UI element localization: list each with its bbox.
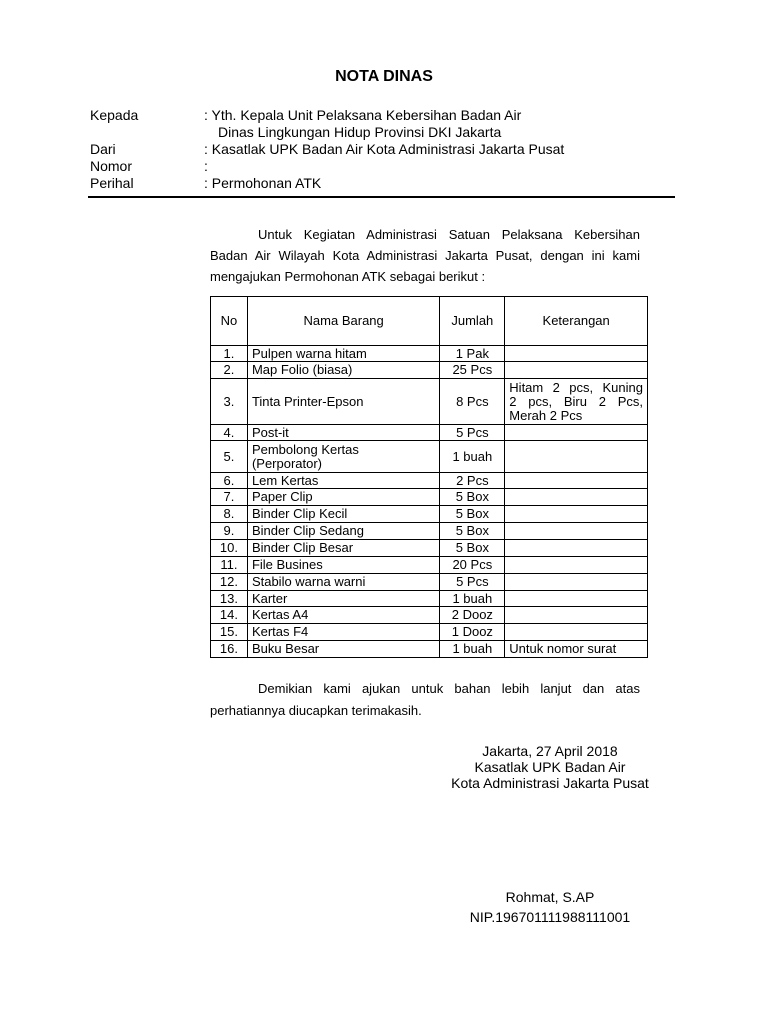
row-keterangan [505,362,648,379]
row-nama: Binder Clip Kecil [247,506,439,523]
row-nama: Binder Clip Sedang [247,523,439,540]
row-jumlah: 1 Pak [440,346,505,362]
row-no: 12. [211,574,248,591]
table-row [211,506,648,523]
row-keterangan [505,425,648,441]
table-row [211,523,648,540]
signer-block [430,887,670,927]
intro-line-1: Untuk Kegiatan Administrasi Satuan Pelaksana Kebersihan [258,227,640,242]
row-keterangan [505,506,648,523]
header-kepada-cont [90,124,650,140]
table-row [211,641,648,658]
row-no: 13. [211,591,248,607]
dari-label: Dari [90,141,116,157]
nomor-value: : [204,158,208,174]
row-jumlah: 20 Pcs [440,557,505,574]
header-no: No [211,297,248,346]
document-title: NOTA DINAS [335,68,433,85]
row-jumlah: 1 buah [440,591,505,607]
row-jumlah: 1 buah [440,641,505,658]
intro-paragraph [210,224,640,287]
row-jumlah: 1 Dooz [440,624,505,641]
row-nama: Paper Clip [247,489,439,506]
header-kepada [90,107,650,123]
table-row [211,441,648,473]
ket-line-1: Hitam 2 pcs, Kuning [509,379,643,395]
header-dari [90,141,650,157]
row-keterangan [505,574,648,591]
row-nama: Tinta Printer-Epson [247,379,439,425]
table-row [211,591,648,607]
row-nama: Pulpen warna hitam [247,346,439,362]
header-nomor [90,158,650,174]
table-row [211,624,648,641]
row-jumlah: 5 Box [440,540,505,557]
row-no: 11. [211,557,248,574]
row-jumlah: 5 Pcs [440,425,505,441]
ket-line-2: 2 pcs, Biru 2 Pcs, [509,393,643,409]
perihal-value: : Permohonan ATK [204,175,322,191]
table-row [211,489,648,506]
row-nama: Buku Besar [247,641,439,658]
row-no: 7. [211,489,248,506]
row-nama: Karter [247,591,439,607]
row-nama [247,441,439,473]
row-no: 8. [211,506,248,523]
row-nama: Stabilo warna warni [247,574,439,591]
signer-nip: NIP.196701111988111001 [469,909,631,925]
row-nama: Binder Clip Besar [247,540,439,557]
table-row [211,346,648,362]
row-keterangan [505,523,648,540]
header-nama-barang: Nama Barang [247,297,439,346]
signer-position-1: Kasatlak UPK Badan Air [474,759,626,775]
row-jumlah: 5 Box [440,523,505,540]
row-nama: File Busines [247,557,439,574]
row-no: 1. [211,346,248,362]
nomor-label: Nomor [90,158,133,174]
table-row [211,379,648,425]
row-nama: Kertas A4 [247,607,439,624]
table-row [211,574,648,591]
table-row [211,557,648,574]
row-nama: Post-it [247,425,439,441]
closing-paragraph [210,678,640,722]
row-keterangan [505,557,648,574]
row-no: 2. [211,362,248,379]
row-keterangan [505,540,648,557]
row-keterangan [505,379,648,425]
items-table [210,296,648,658]
intro-line-3: mengajukan Permohonan ATK sebagai berikut : [210,269,486,284]
table-header-row [211,297,648,346]
row-no: 3. [211,379,248,425]
header-keterangan: Keterangan [505,297,648,346]
nama-line-2: (Perporator) [251,455,323,471]
table-row [211,425,648,441]
row-no: 5. [211,441,248,473]
row-nama: Map Folio (biasa) [247,362,439,379]
row-keterangan: Untuk nomor surat [505,641,648,658]
row-no: 10. [211,540,248,557]
row-jumlah: 2 Dooz [440,607,505,624]
row-nama: Lem Kertas [247,473,439,489]
row-nama: Kertas F4 [247,624,439,641]
row-jumlah: 5 Pcs [440,574,505,591]
row-keterangan [505,346,648,362]
header-perihal [90,175,650,191]
row-keterangan [505,607,648,624]
nama-line-1: Pembolong Kertas [251,441,359,457]
ket-line-3: Merah 2 Pcs [509,407,583,423]
row-jumlah: 2 Pcs [440,473,505,489]
header-jumlah: Jumlah [440,297,505,346]
signer-name: Rohmat, S.AP [505,889,595,905]
kepada-value: : Yth. Kepala Unit Pelaksana Kebersihan Badan Air [204,107,522,123]
table-row [211,473,648,489]
closing-line-2: perhatiannya diucapkan terimakasih. [210,703,422,718]
header-divider [88,196,675,198]
table-row [211,607,648,624]
row-jumlah: 25 Pcs [440,362,505,379]
row-keterangan [505,591,648,607]
signature-block [430,743,670,791]
table-row [211,362,648,379]
row-jumlah: 5 Box [440,489,505,506]
intro-line-2: Badan Air Wilayah Kota Administrasi Jakarta Pusat, dengan ini kami [210,248,640,263]
closing-line-1: Demikian kami ajukan untuk bahan lebih lanjut dan atas [258,681,640,696]
row-no: 14. [211,607,248,624]
row-keterangan [505,473,648,489]
row-jumlah: 5 Box [440,506,505,523]
signer-position-2: Kota Administrasi Jakarta Pusat [451,775,649,791]
row-no: 15. [211,624,248,641]
kepada-label: Kepada [90,107,139,123]
perihal-label: Perihal [90,175,134,191]
row-no: 16. [211,641,248,658]
row-keterangan [505,441,648,473]
row-jumlah: 8 Pcs [440,379,505,425]
row-jumlah: 1 buah [440,441,505,473]
table-row [211,540,648,557]
place-date: Jakarta, 27 April 2018 [482,743,618,759]
row-no: 4. [211,425,248,441]
row-keterangan [505,624,648,641]
kepada-value-line2: Dinas Lingkungan Hidup Provinsi DKI Jakarta [218,124,502,140]
row-keterangan [505,489,648,506]
row-no: 9. [211,523,248,540]
dari-value: : Kasatlak UPK Badan Air Kota Administrasi Jakarta Pusat [204,141,565,157]
row-no: 6. [211,473,248,489]
